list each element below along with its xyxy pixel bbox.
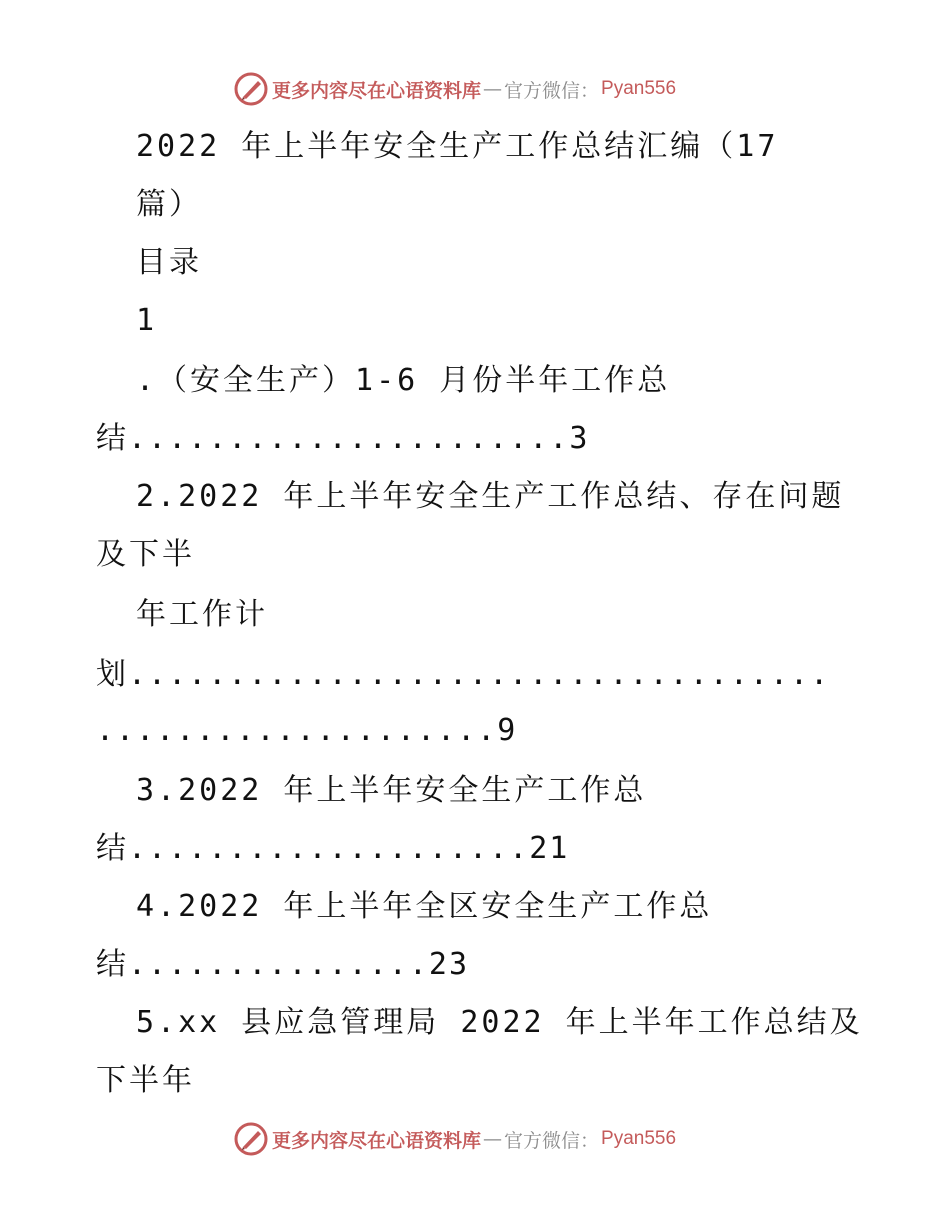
toc-line: 下半年 <box>96 1063 195 1098</box>
toc-line: ....................9 <box>96 713 518 748</box>
toc-line: 3.2022 年上半年安全生产工作总 <box>136 773 647 808</box>
watermark-header <box>234 72 676 106</box>
toc-line: 5.xx 县应急管理局 2022 年上半年工作总结及 <box>136 1005 863 1040</box>
watermark-wechat-id: Pyan556 <box>601 1128 677 1149</box>
watermark-text: 更多内容尽在心语资料库 <box>272 1129 482 1152</box>
watermark-wechat-id: Pyan556 <box>601 78 677 99</box>
toc-line: 结....................21 <box>96 831 570 866</box>
toc-line: 4.2022 年上半年全区安全生产工作总 <box>136 889 713 924</box>
watermark-text: 更多内容尽在心语资料库 <box>272 79 482 102</box>
pen-logo-icon <box>234 72 268 106</box>
watermark-wechat-label: 官方微信： <box>504 79 600 102</box>
toc-line: 结...............23 <box>96 947 470 982</box>
watermark-wechat-label: 官方微信： <box>504 1129 600 1152</box>
watermark-dash: — <box>483 78 503 100</box>
toc-line: 年工作计 <box>136 597 268 632</box>
watermark-footer <box>234 1122 676 1156</box>
toc-line: 结......................3 <box>96 421 590 456</box>
watermark-dash: — <box>483 1128 503 1150</box>
toc-line: 及下半 <box>96 537 195 572</box>
toc-line: .（安全生产）1-6 月份半年工作总 <box>136 363 671 398</box>
doc-title-line-1: 2022 年上半年安全生产工作总结汇编（17 <box>136 129 779 164</box>
toc-line: 2.2022 年上半年安全生产工作总结、存在问题 <box>136 479 845 514</box>
toc-line: 划................................... <box>96 657 831 692</box>
doc-title-line-2: 篇） <box>136 187 202 222</box>
toc-line: 1 <box>136 303 158 338</box>
pen-logo-icon <box>234 1122 268 1156</box>
toc-heading: 目录 <box>136 245 202 280</box>
